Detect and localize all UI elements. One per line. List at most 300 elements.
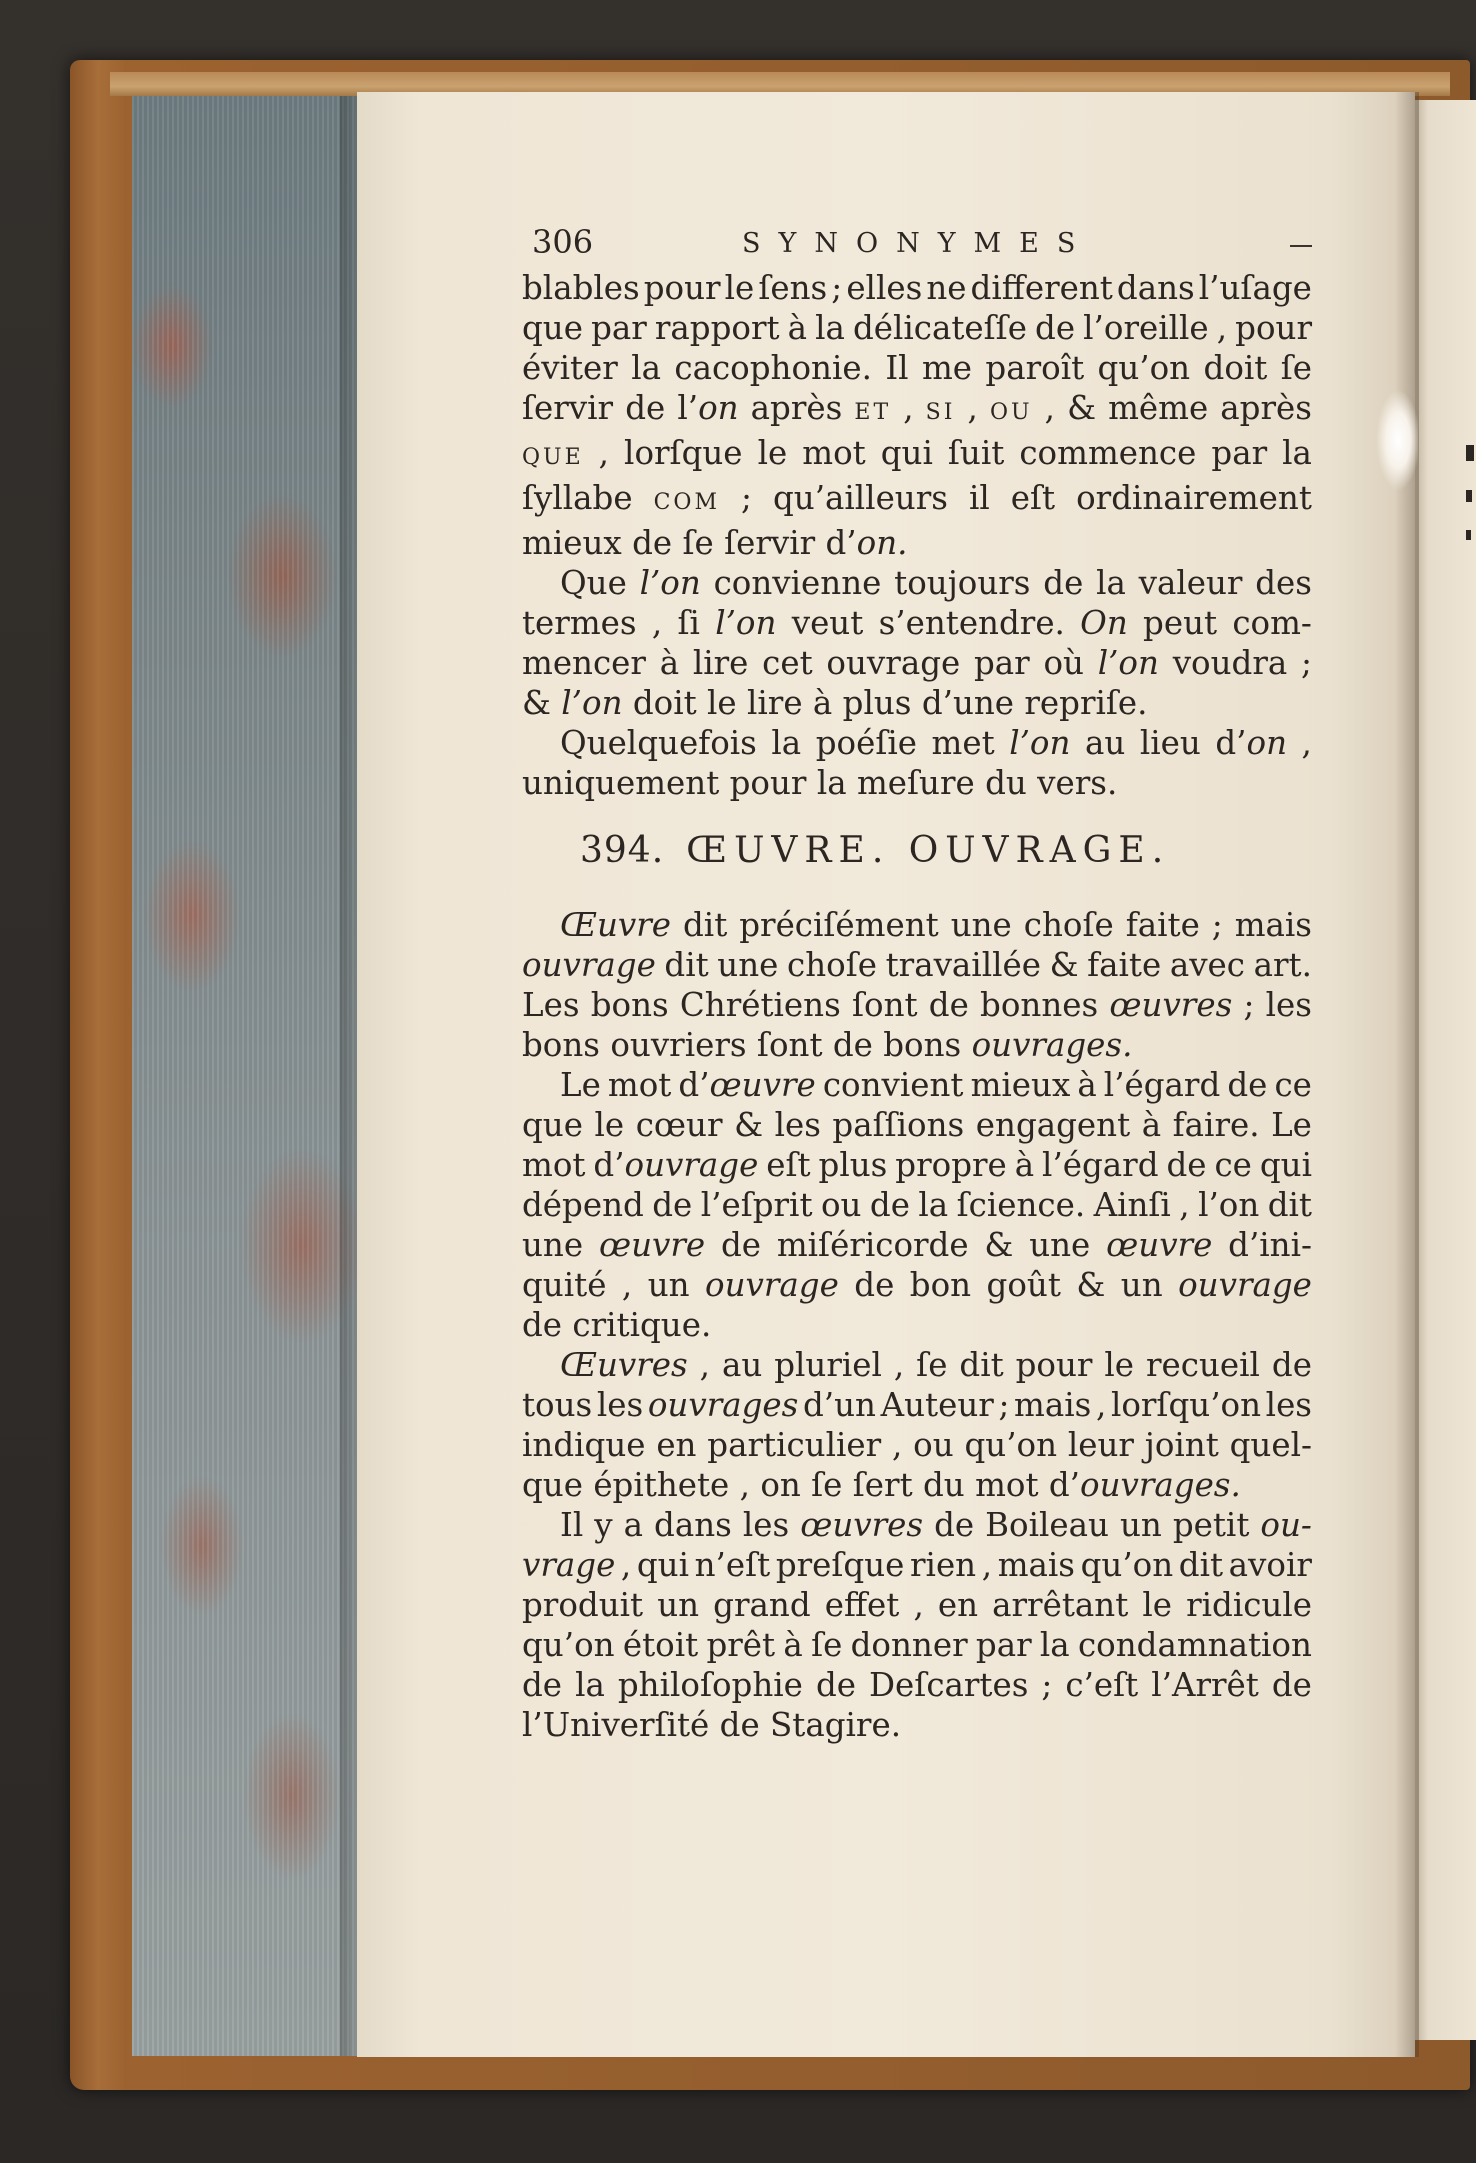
word: après: [1220, 389, 1312, 427]
italic-term: ouvrage: [624, 1146, 759, 1184]
text-line: [522, 308, 1312, 348]
word: faire.: [1172, 1106, 1260, 1144]
word: convienne: [713, 564, 882, 602]
word: dit: [959, 1346, 1004, 1384]
word: ,: [620, 1546, 632, 1584]
facing-page-edge: [1412, 100, 1476, 2040]
word: bonnes: [980, 986, 1099, 1024]
word: ſe: [1280, 349, 1312, 387]
word: ſont: [851, 986, 918, 1024]
word: d’une: [921, 684, 1015, 722]
word: Quelquefois: [560, 724, 757, 762]
word: uniquement: [522, 764, 720, 802]
text-line: [522, 388, 1312, 433]
italic-term: l’on: [1097, 644, 1159, 682]
text-line: [522, 348, 1312, 388]
word: [561, 684, 622, 722]
word: [705, 1265, 839, 1305]
word: dans: [1116, 269, 1195, 307]
word: une: [950, 906, 1012, 944]
word: ,: [1301, 724, 1312, 762]
word: ordinairement: [1076, 479, 1312, 517]
word: [522, 945, 656, 985]
word: produit: [522, 1586, 644, 1624]
italic-term: œuvres: [1109, 986, 1233, 1024]
word: choſe: [787, 946, 877, 984]
word: à: [1077, 1066, 1097, 1104]
article-heading: [580, 831, 1312, 871]
word: ouvrage: [826, 644, 961, 682]
word: qu’on: [964, 1426, 1058, 1464]
word: lorſque: [624, 434, 743, 472]
word: [1009, 723, 1070, 763]
text-line: [522, 603, 1312, 643]
word: on: [760, 1466, 801, 1504]
text-line: [522, 905, 1312, 945]
italic-term: on.: [856, 524, 908, 562]
word: les: [1265, 986, 1312, 1024]
word: à: [1141, 1106, 1162, 1144]
word: où: [1043, 644, 1084, 682]
word: un: [657, 1586, 700, 1624]
word: de: [720, 1226, 762, 1264]
word: à: [787, 309, 808, 347]
word: qu’on: [522, 1626, 615, 1664]
italic-term: l’on: [639, 564, 701, 602]
word: mot: [522, 1146, 586, 1184]
word: Auteur: [880, 1386, 994, 1424]
word: ,: [739, 1466, 750, 1504]
word: le: [594, 1106, 625, 1144]
word: meſure: [856, 764, 975, 802]
word: tous: [522, 1386, 593, 1424]
word: particulier: [707, 1426, 882, 1464]
word: arrêtant: [992, 1586, 1129, 1624]
word: [560, 1345, 688, 1385]
word: s’entendre.: [878, 604, 1065, 642]
text-line: [522, 433, 1312, 478]
word: ,: [903, 389, 914, 427]
text-line: [522, 1585, 1312, 1625]
paragraph-oeuvre-definition: [522, 905, 1312, 1065]
word: les: [596, 1386, 644, 1424]
word: il: [968, 479, 990, 517]
word: doit: [1203, 349, 1268, 387]
word: un: [1119, 1506, 1162, 1544]
word: en: [937, 1586, 979, 1624]
word: au: [721, 1346, 763, 1384]
word: Le: [560, 1066, 601, 1104]
word: éviter: [522, 349, 618, 387]
word: épithete: [593, 1466, 730, 1504]
word: bon: [909, 1266, 972, 1304]
word: mieux: [522, 524, 622, 562]
word: ,: [1179, 1186, 1190, 1224]
word: voudra: [1172, 644, 1288, 682]
word: faite: [1125, 906, 1200, 944]
word: de: [632, 524, 673, 562]
word: l’Arrêt: [1151, 1666, 1259, 1704]
word: lire: [692, 644, 749, 682]
italic-term: on: [698, 389, 739, 427]
word: [1080, 603, 1128, 643]
word: ſont: [756, 1026, 823, 1064]
word: Stagire.: [770, 1706, 902, 1744]
article-number: 394.: [580, 830, 665, 871]
word: de: [854, 1266, 895, 1304]
italic-term: ouvrages.: [971, 1026, 1133, 1064]
page-number: 306: [532, 223, 594, 261]
text-line: [522, 1185, 1312, 1225]
word: indique: [522, 1426, 646, 1464]
word: pour: [729, 764, 807, 802]
text-line: [522, 723, 1312, 763]
word: cœur: [635, 1106, 723, 1144]
text-line: [522, 1465, 1312, 1505]
word: avec: [1169, 946, 1245, 984]
word: ridicule: [1186, 1586, 1312, 1624]
word: rien: [910, 1546, 977, 1584]
word: poéſie: [815, 724, 917, 762]
word: le: [757, 434, 788, 472]
word: mieux: [970, 1066, 1071, 1104]
word: ,: [1044, 389, 1055, 427]
word: de: [522, 1666, 563, 1704]
word: ,: [967, 389, 978, 427]
word: de: [1166, 1146, 1207, 1184]
facing-page-ink-mark: [1466, 490, 1472, 502]
word: ;: [1243, 986, 1255, 1024]
word: une: [522, 1226, 584, 1264]
word: d’on.: [825, 524, 908, 562]
paragraph-quelquefois: [522, 723, 1312, 803]
word: me: [921, 349, 973, 387]
text-line: [522, 643, 1312, 683]
word: paroît: [985, 349, 1085, 387]
word: Il: [885, 349, 909, 387]
small-caps-term: OU: [989, 400, 1033, 425]
word: ſe: [811, 1626, 843, 1664]
word: de: [934, 1506, 975, 1544]
word: plus: [818, 1146, 888, 1184]
text-line: [522, 1665, 1312, 1705]
word: dépend: [522, 1186, 644, 1224]
page-tear: [1368, 380, 1418, 500]
word: ou: [913, 1426, 954, 1464]
word: met: [931, 724, 995, 762]
word: [1260, 1505, 1311, 1545]
word: vers.: [1037, 764, 1118, 802]
word: ;: [741, 479, 752, 517]
word: &: [1049, 946, 1079, 984]
word: petit: [1172, 1506, 1250, 1544]
word: leur: [1067, 1426, 1134, 1464]
word: l’on: [677, 389, 739, 427]
text-line: [522, 1265, 1312, 1305]
word: pluriel: [774, 1346, 882, 1384]
word: Chrétiens: [679, 986, 841, 1024]
word: [640, 563, 701, 603]
text-line: [522, 1425, 1312, 1465]
text-line: [522, 563, 1312, 603]
word: ſuit: [947, 434, 1005, 472]
word: veut: [791, 604, 864, 642]
word: prêt: [706, 1626, 776, 1664]
text-line: [522, 1545, 1312, 1585]
text-line: [522, 268, 1312, 308]
text-line: [522, 1625, 1312, 1665]
marbled-page-edge: [132, 96, 357, 2056]
word: du: [985, 764, 1027, 802]
word: &: [984, 1226, 1014, 1264]
word: [854, 388, 891, 433]
word: qui: [636, 1546, 690, 1584]
word: repriſe.: [1024, 684, 1148, 722]
word: elles: [846, 269, 923, 307]
word: des: [1255, 564, 1312, 602]
word: de: [522, 1306, 563, 1344]
word: de: [832, 1026, 873, 1064]
word: preſque: [775, 1546, 905, 1584]
word: miſéricorde: [776, 1226, 969, 1264]
word: paſſions: [832, 1106, 965, 1144]
word: d’ouvrage: [593, 1146, 759, 1184]
word: ſcience.: [956, 1186, 1086, 1224]
italic-term: ouvrage: [1178, 1266, 1312, 1304]
word: ouvriers: [610, 1026, 747, 1064]
text-line: [522, 1345, 1312, 1385]
word: dit: [1267, 1186, 1312, 1224]
word: &: [734, 1106, 764, 1144]
italic-term: ouvrages: [647, 1386, 799, 1424]
italic-term: ouvrage: [522, 946, 656, 984]
word: Deſcartes: [869, 1666, 1029, 1704]
word: mais: [1014, 1386, 1092, 1424]
word: [926, 388, 956, 433]
word: dans: [654, 1506, 732, 1544]
word: different: [970, 269, 1113, 307]
word: d’ouvrages.: [1048, 1466, 1241, 1504]
word: ;: [998, 1386, 1010, 1424]
text-line: [522, 1145, 1312, 1185]
word: eſt: [766, 1146, 811, 1184]
word: à: [659, 644, 680, 682]
small-caps-term: SI: [925, 400, 956, 425]
running-head: [522, 222, 1312, 268]
word: valeur: [1138, 564, 1243, 602]
word: [990, 388, 1033, 433]
word: eſt: [1010, 479, 1056, 517]
word: donner: [850, 1626, 968, 1664]
word: y: [594, 1506, 613, 1544]
word: quité: [522, 1266, 607, 1304]
text-line: [522, 523, 1312, 563]
page-text: [522, 222, 1312, 1745]
word: un: [1120, 1266, 1163, 1304]
word: préciſément: [739, 906, 939, 944]
word: ,: [1095, 1386, 1107, 1424]
word: de: [1271, 1666, 1312, 1704]
word: mot: [607, 1066, 672, 1104]
word: effet: [824, 1586, 900, 1624]
word: ,: [621, 1266, 633, 1304]
text-line: [522, 1385, 1312, 1425]
word: doit: [632, 684, 697, 722]
word: [522, 433, 584, 478]
word: [1109, 985, 1232, 1025]
word: lorſqu’on: [1110, 1386, 1262, 1424]
word: la: [771, 724, 802, 762]
italic-term: ouvrage: [705, 1266, 839, 1304]
word: que: [522, 1466, 583, 1504]
word: ſi: [677, 604, 700, 642]
word: cet: [762, 644, 813, 682]
word: le: [1104, 1346, 1135, 1384]
word: ;: [1041, 1666, 1053, 1704]
word: bons: [590, 986, 669, 1024]
word: propre: [895, 1146, 1007, 1184]
paragraph-le-mot: [522, 1065, 1312, 1345]
word: à: [1014, 1146, 1035, 1184]
text-line: [522, 763, 1312, 803]
word: Les: [522, 986, 580, 1024]
word: recueil: [1146, 1346, 1260, 1384]
word: de: [1271, 1346, 1312, 1384]
word: ,: [913, 1586, 924, 1624]
word: d’un: [802, 1386, 876, 1424]
paragraph-continued: [522, 268, 1312, 563]
word: l’eſprit: [700, 1186, 813, 1224]
word: ,: [1216, 309, 1228, 347]
facing-page-ink-mark: [1466, 445, 1474, 461]
word: joint: [1144, 1426, 1219, 1464]
word: la: [631, 349, 661, 387]
word: dit: [664, 946, 709, 984]
word: [654, 478, 720, 523]
article-title: ŒUVRE. OUVRAGE.: [686, 830, 1171, 871]
word: par: [591, 309, 647, 347]
word: ;: [831, 269, 843, 307]
word: mot: [975, 1466, 1039, 1504]
paragraph-boileau: [522, 1505, 1312, 1745]
text-line: [522, 683, 1312, 723]
word: plus: [842, 684, 912, 722]
word: ce: [1274, 1066, 1312, 1104]
word: de: [815, 1666, 856, 1704]
running-title: SYNONYMES: [742, 228, 1094, 259]
word: ,: [598, 434, 610, 472]
word: de: [625, 389, 666, 427]
word: bons: [522, 1026, 600, 1064]
word: l’égard: [1103, 1066, 1221, 1104]
facing-page-ink-mark: [1466, 530, 1471, 540]
word: [1178, 1265, 1312, 1305]
word: pour: [1015, 1346, 1093, 1384]
word: grand: [713, 1586, 811, 1624]
word: mencer: [522, 644, 646, 682]
word: la: [918, 1186, 949, 1224]
italic-term: Œuvre: [560, 906, 672, 944]
word: Que: [560, 564, 627, 602]
word: engagent: [975, 1106, 1131, 1144]
word: après: [750, 389, 843, 427]
italic-term: l’on: [715, 604, 777, 642]
italic-term: l’on: [1009, 724, 1071, 762]
word: lieu: [1139, 724, 1201, 762]
word: art.: [1253, 946, 1312, 984]
word: pour: [643, 269, 721, 307]
word: mais: [997, 1546, 1075, 1584]
italic-term: vrage: [522, 1546, 616, 1584]
word: un: [647, 1266, 690, 1304]
word: d’on: [1215, 724, 1287, 762]
word: une: [1029, 1226, 1091, 1264]
word: com-: [1232, 604, 1312, 642]
word: qu’ailleurs: [772, 479, 948, 517]
text-line: [522, 945, 1312, 985]
word: ſervir: [724, 524, 816, 562]
word: [522, 1545, 615, 1585]
word: par: [973, 644, 1030, 682]
word: Ainſi: [1093, 1186, 1171, 1224]
word: pour: [1235, 309, 1312, 347]
italic-term: œuvre: [709, 1066, 816, 1104]
word: l’on: [1198, 1186, 1260, 1224]
word: ſe: [682, 524, 714, 562]
word: la: [816, 764, 847, 802]
word: qu’on: [1080, 1546, 1174, 1584]
word: la: [815, 309, 845, 347]
word: de: [719, 1706, 760, 1744]
word: [648, 1385, 799, 1425]
word: à: [783, 1626, 803, 1664]
word: d’œuvre: [678, 1066, 816, 1104]
word: [599, 1225, 705, 1265]
word: cacophonie.: [674, 349, 872, 387]
word: avoir: [1228, 1546, 1312, 1584]
word: condamnation: [1077, 1626, 1312, 1664]
small-caps-term: COM: [653, 490, 720, 515]
word: ;: [1211, 906, 1223, 944]
word: critique.: [572, 1306, 712, 1344]
word: la: [1039, 1626, 1070, 1664]
word: mot: [802, 434, 866, 472]
word: toujours: [894, 564, 1031, 602]
word: de: [928, 986, 969, 1024]
word: lire: [747, 684, 803, 722]
word: termes: [522, 604, 637, 642]
word: en: [656, 1426, 697, 1464]
word: &: [1076, 1266, 1106, 1304]
word: goût: [986, 1266, 1061, 1304]
word: ;: [1301, 644, 1312, 682]
word: ſens: [758, 269, 828, 307]
word: ne: [926, 269, 967, 307]
italic-term: On: [1080, 604, 1128, 642]
italic-term: Œuvres: [560, 1346, 688, 1384]
italic-term: œuvres: [800, 1506, 924, 1544]
word: faite: [1087, 946, 1162, 984]
word: le: [1142, 1586, 1172, 1624]
italic-term: on: [1246, 724, 1287, 762]
word: l’égard: [1042, 1146, 1159, 1184]
word: dit: [683, 906, 728, 944]
word: [972, 1026, 1133, 1064]
text-line: [522, 1225, 1312, 1265]
word: la: [1282, 434, 1312, 472]
word: &: [1067, 389, 1096, 427]
word: que: [522, 1106, 583, 1144]
